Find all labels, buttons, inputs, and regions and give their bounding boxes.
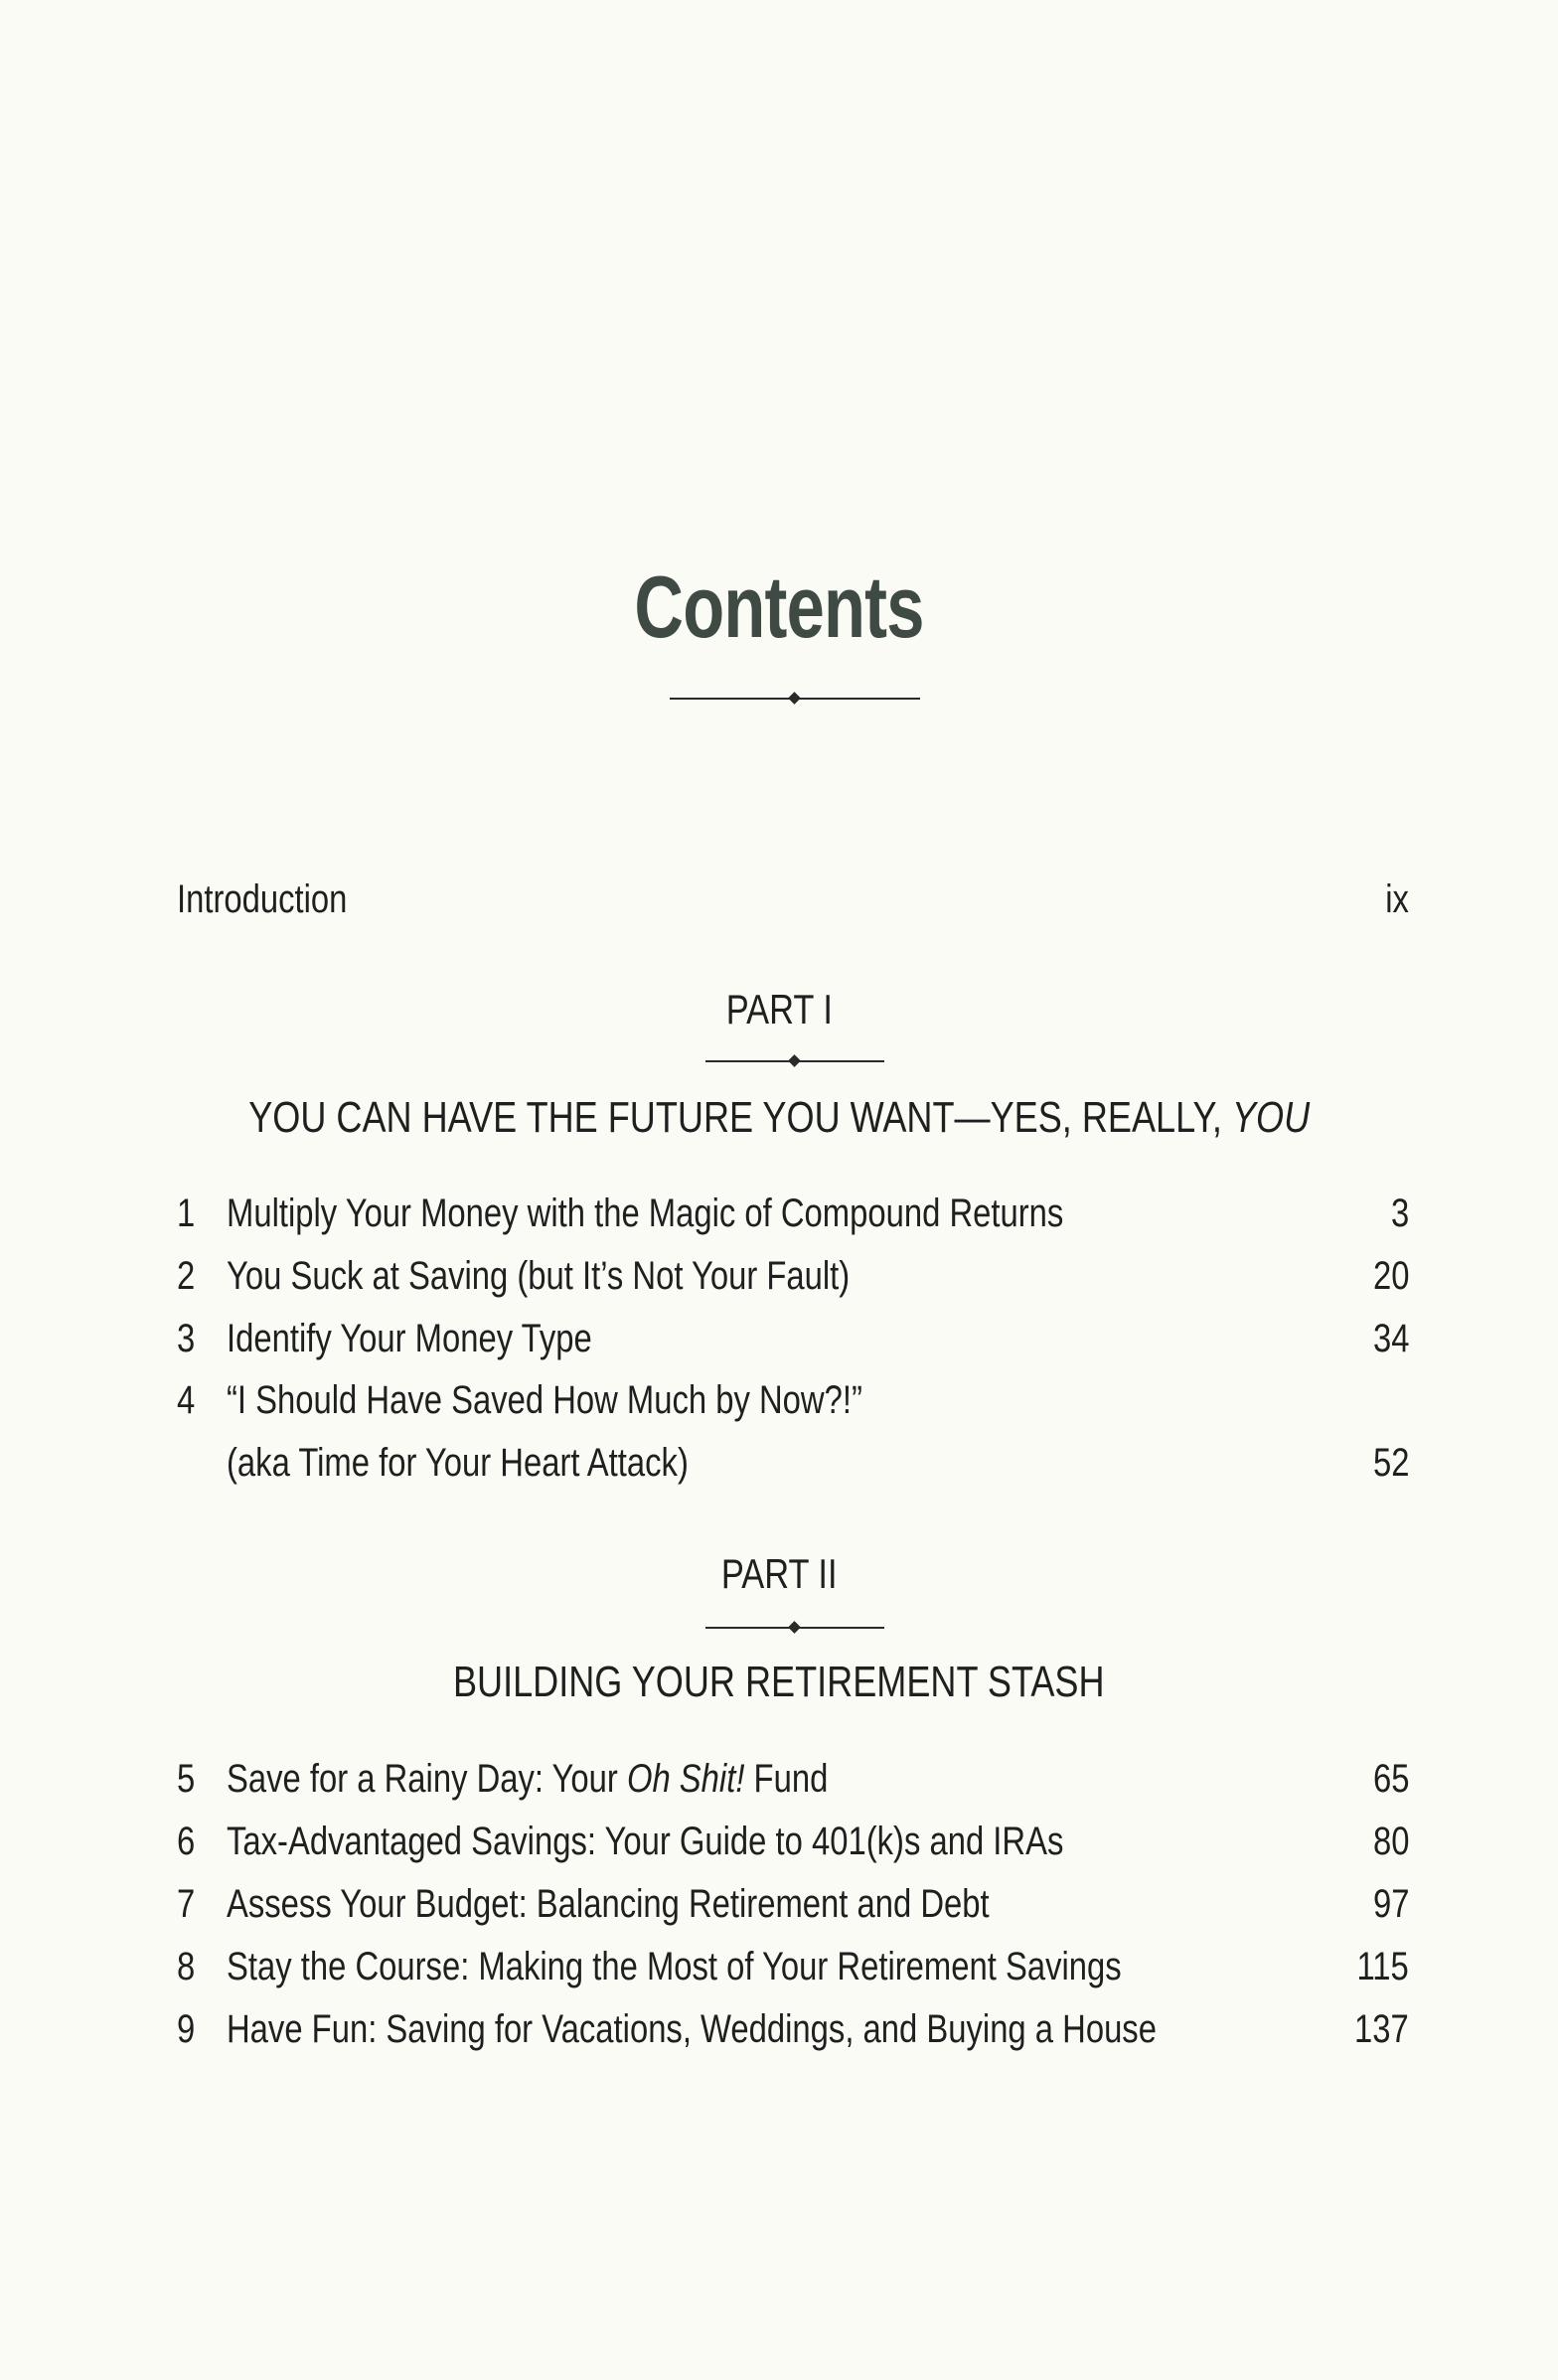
chapter-number: 8 xyxy=(177,1945,196,1988)
chapter-page: 80 xyxy=(1372,1820,1409,1863)
toc-entry-chapter[interactable] xyxy=(177,1375,1409,1425)
chapter-title: “I Should Have Saved How Much by Now?!” xyxy=(227,1378,862,1422)
part-ornament xyxy=(705,1627,884,1629)
part-heading-emphasis: YOU xyxy=(1231,1093,1310,1142)
chapter-page: 97 xyxy=(1372,1882,1409,1926)
toc-entry-chapter[interactable] xyxy=(177,1314,1409,1363)
toc-entry-title: Introduction xyxy=(177,877,348,921)
toc-entry-introduction[interactable] xyxy=(177,874,1409,924)
toc-entry-chapter[interactable] xyxy=(177,1942,1409,1991)
part-ornament xyxy=(705,1060,884,1062)
chapter-number: 6 xyxy=(177,1820,196,1863)
toc-entry-page: ix xyxy=(1385,877,1409,921)
chapter-page: 20 xyxy=(1372,1254,1409,1298)
toc-entry-chapter[interactable] xyxy=(177,1189,1409,1238)
chapter-title xyxy=(227,1754,960,1804)
chapter-page: 52 xyxy=(1372,1441,1409,1485)
part-label: PART I xyxy=(725,986,833,1032)
chapter-number: 1 xyxy=(177,1191,196,1235)
part-heading: BUILDING YOUR RETIREMENT STASH xyxy=(453,1658,1105,1706)
toc-entry-chapter[interactable] xyxy=(177,1817,1409,1866)
chapter-page: 65 xyxy=(1372,1757,1409,1801)
chapter-number: 7 xyxy=(177,1882,196,1926)
toc-entry-chapter-continued[interactable] xyxy=(177,1438,1409,1488)
ornament-diamond-icon xyxy=(788,692,801,705)
part-heading xyxy=(0,1091,1558,1145)
part-heading-text: YOU CAN HAVE THE FUTURE YOU WANT—YES, REALLY, xyxy=(248,1093,1232,1142)
page-title xyxy=(171,556,1386,658)
toc-entry-chapter[interactable] xyxy=(177,2004,1409,2054)
chapter-number: 3 xyxy=(177,1317,196,1360)
chapter-page: 137 xyxy=(1354,2007,1409,2051)
part-label: PART II xyxy=(720,1550,838,1597)
page-title-text: Contents xyxy=(634,557,924,656)
toc-entry-chapter[interactable] xyxy=(177,1754,1409,1804)
chapter-title-part: Save for a Rainy Day: Your xyxy=(227,1757,627,1801)
chapter-number: 9 xyxy=(177,2007,196,2051)
chapter-title: You Suck at Saving (but It’s Not Your Fault) xyxy=(227,1254,851,1298)
chapter-number: 5 xyxy=(177,1757,196,1801)
ornament-diamond-icon xyxy=(788,1054,801,1067)
chapter-title-emphasis: Oh Shit! xyxy=(626,1757,745,1801)
chapter-title: Tax-Advantaged Savings: Your Guide to 401(k)s and IRAs xyxy=(227,1820,1064,1863)
toc-entry-chapter[interactable] xyxy=(177,1879,1409,1929)
chapter-page: 115 xyxy=(1356,1945,1409,1988)
chapter-title: Stay the Course: Making the Most of Your Retirement Savings xyxy=(227,1945,1122,1988)
title-ornament xyxy=(670,698,920,700)
ornament-diamond-icon xyxy=(788,1621,801,1634)
chapter-page: 3 xyxy=(1390,1191,1409,1235)
chapter-title: Multiply Your Money with the Magic of Compound Returns xyxy=(227,1191,1064,1235)
chapter-title-part: Fund xyxy=(744,1757,829,1801)
toc-entry-chapter[interactable] xyxy=(177,1251,1409,1301)
chapter-number: 2 xyxy=(177,1254,196,1298)
chapter-title: Identify Your Money Type xyxy=(227,1317,592,1360)
chapter-title: Have Fun: Saving for Vacations, Weddings, and Buying a House xyxy=(227,2007,1157,2051)
chapter-title-line2: (aka Time for Your Heart Attack) xyxy=(227,1441,689,1485)
chapter-page: 34 xyxy=(1372,1317,1409,1360)
chapter-number: 4 xyxy=(177,1378,196,1422)
chapter-title: Assess Your Budget: Balancing Retirement and Debt xyxy=(227,1882,990,1926)
